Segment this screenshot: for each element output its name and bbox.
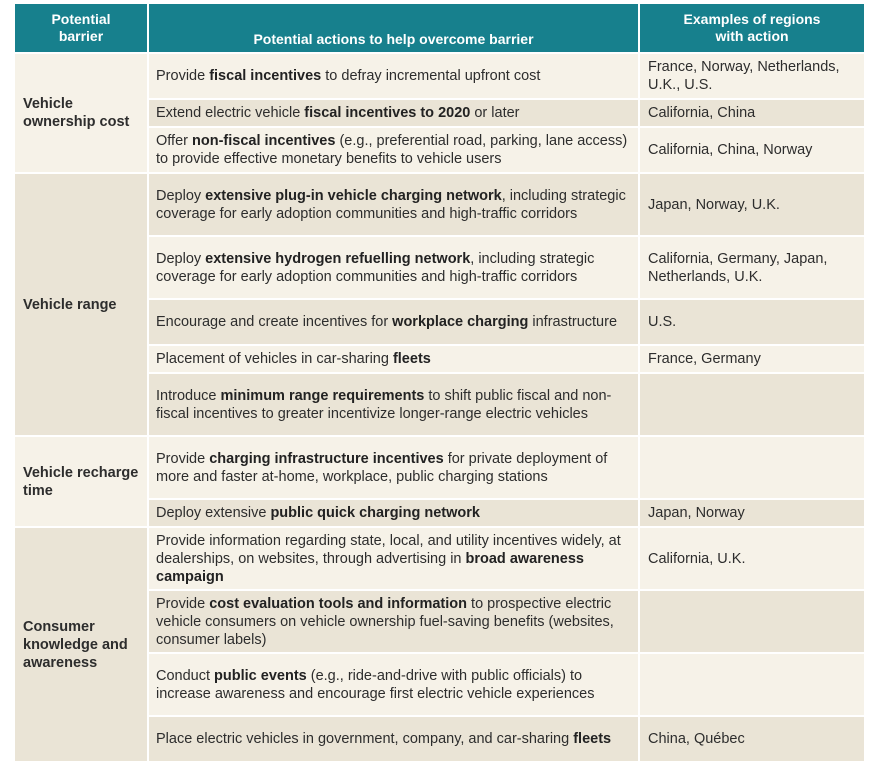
table-row — [15, 526, 864, 589]
regions-cell: California, China — [640, 98, 864, 126]
regions-cell: France, Germany — [640, 344, 864, 372]
regions-cell: U.S. — [640, 298, 864, 344]
action-cell: Deploy extensive plug-in vehicle charging network, including strategic coverage for early adoption communities and high-traffic corridors — [149, 172, 640, 235]
action-cell: Provide cost evaluation tools and information to prospective electric vehicle consumers on vehicle ownership fuel-saving benefits (websites, consumer labels) — [149, 589, 640, 652]
action-cell: Provide charging infrastructure incentives for private deployment of more and faster at-home, workplace, public charging stations — [149, 435, 640, 498]
regions-cell — [640, 372, 864, 435]
action-cell: Placement of vehicles in car-sharing fleets — [149, 344, 640, 372]
barrier-vehicle-recharge-time: Vehicle recharge time — [15, 435, 149, 526]
regions-cell: California, China, Norway — [640, 126, 864, 172]
regions-cell — [640, 589, 864, 652]
action-cell: Offer non-fiscal incentives (e.g., preferential road, parking, lane access) to provide effective monetary benefits to vehicle users — [149, 126, 640, 172]
table-row — [15, 435, 864, 498]
header-barrier: Potential barrier — [15, 4, 149, 52]
regions-cell: France, Norway, Netherlands, U.K., U.S. — [640, 52, 864, 98]
header-actions: Potential actions to help overcome barrier — [149, 4, 640, 52]
action-cell: Introduce minimum range requirements to shift public fiscal and non-fiscal incentives to greater incentivize longer-range electric vehicles — [149, 372, 640, 435]
action-cell: Deploy extensive public quick charging network — [149, 498, 640, 526]
regions-cell: Japan, Norway, U.K. — [640, 172, 864, 235]
regions-cell: China, Québec — [640, 715, 864, 761]
action-cell: Extend electric vehicle fiscal incentives to 2020 or later — [149, 98, 640, 126]
action-cell: Encourage and create incentives for workplace charging infrastructure — [149, 298, 640, 344]
regions-cell: Japan, Norway — [640, 498, 864, 526]
regions-cell: California, U.K. — [640, 526, 864, 589]
barrier-vehicle-range: Vehicle range — [15, 172, 149, 435]
table-row — [15, 172, 864, 235]
action-cell: Deploy extensive hydrogen refuelling network, including strategic coverage for early adoption communities and high-traffic corridors — [149, 235, 640, 298]
regions-cell: California, Germany, Japan, Netherlands, U.K. — [640, 235, 864, 298]
barrier-consumer-knowledge: Consumer knowledge and awareness — [15, 526, 149, 761]
barriers-actions-table — [15, 4, 864, 761]
action-cell: Provide fiscal incentives to defray incremental upfront cost — [149, 52, 640, 98]
action-cell: Provide information regarding state, local, and utility incentives widely, at dealerships, on websites, through advertising in broad awareness campaign — [149, 526, 640, 589]
table-row — [15, 52, 864, 98]
header-row — [15, 4, 864, 52]
action-cell: Conduct public events (e.g., ride-and-drive with public officials) to increase awareness and encourage first electric vehicle experiences — [149, 652, 640, 715]
regions-cell — [640, 435, 864, 498]
regions-cell — [640, 652, 864, 715]
header-regions: Examples of regions with action — [640, 4, 864, 52]
action-cell: Place electric vehicles in government, company, and car-sharing fleets — [149, 715, 640, 761]
barrier-vehicle-ownership-cost: Vehicle ownership cost — [15, 52, 149, 172]
